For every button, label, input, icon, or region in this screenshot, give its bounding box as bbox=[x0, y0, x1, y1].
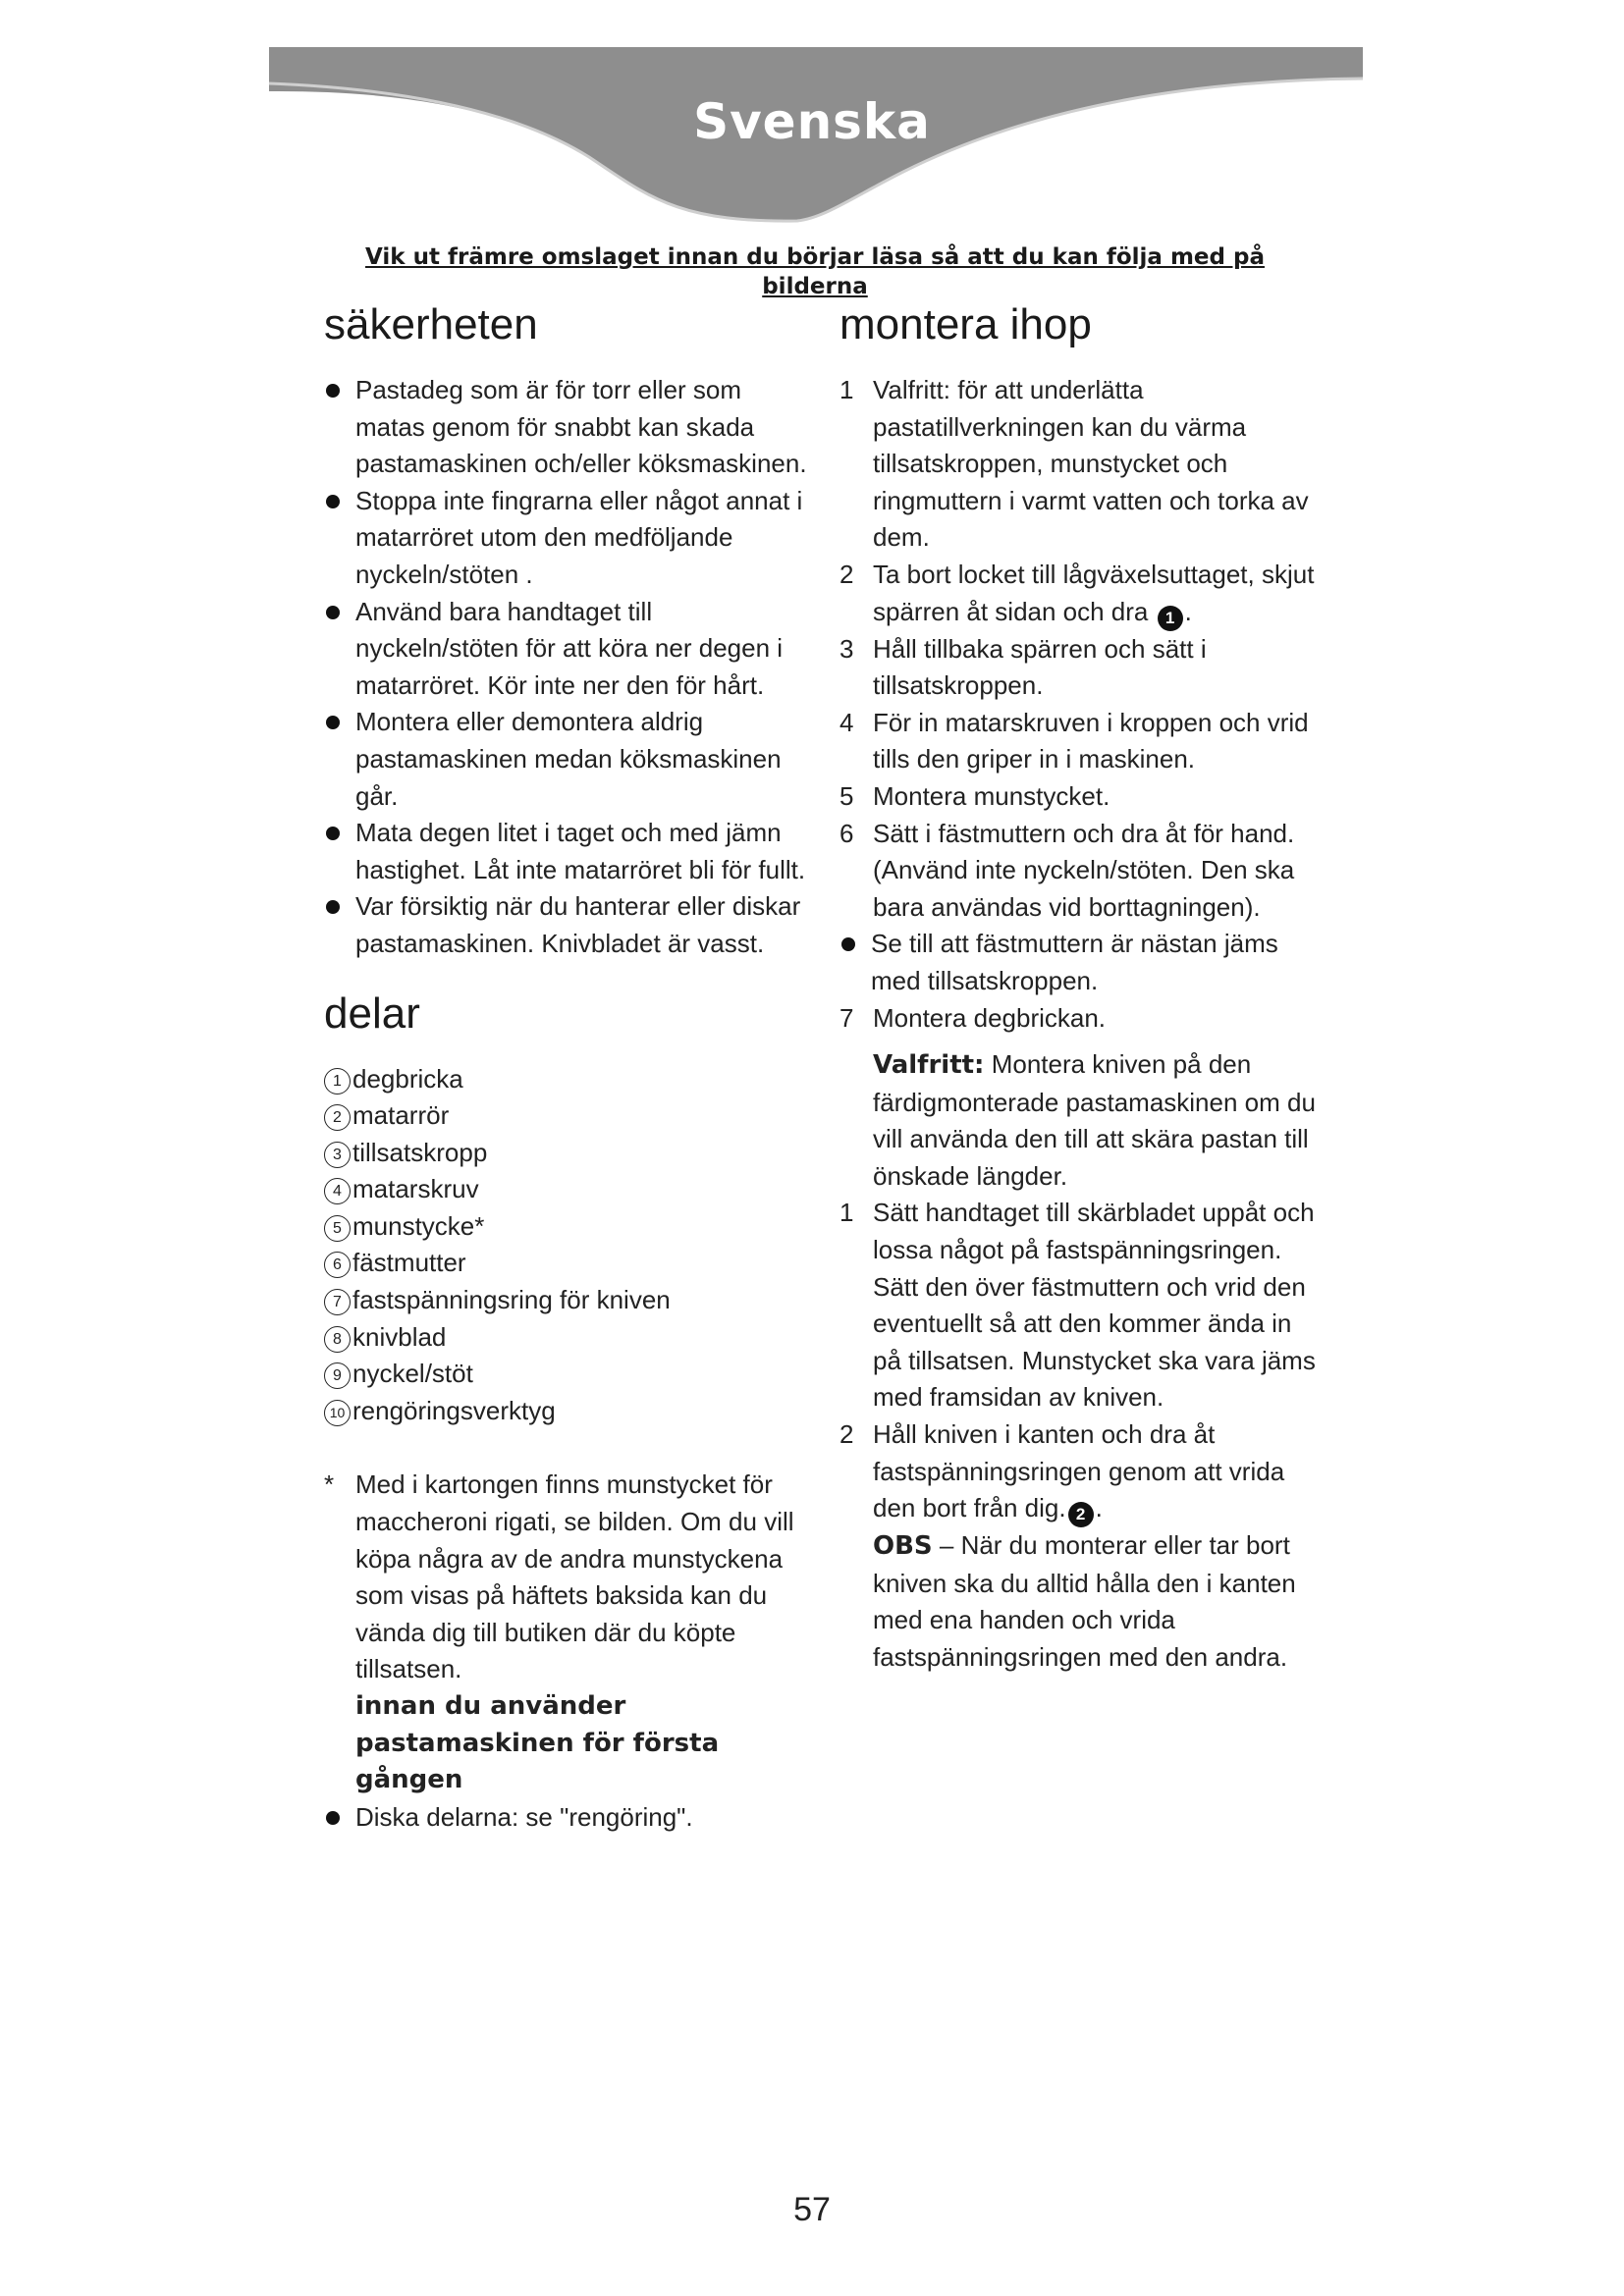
step-item bbox=[839, 372, 1321, 557]
footnote-mark: * bbox=[324, 1469, 335, 1500]
part-label: degbricka bbox=[352, 1063, 463, 1094]
left-column bbox=[324, 297, 815, 1836]
step-text-end: . bbox=[1095, 1493, 1103, 1523]
step-text: Håll kniven i kanten och dra åt fastspänningsringen genom att vrida den bort från dig. bbox=[873, 1419, 1285, 1523]
safety-list bbox=[324, 372, 815, 963]
part-label: rengöringsverktyg bbox=[352, 1395, 556, 1425]
part-label: munstycke* bbox=[352, 1210, 485, 1241]
parts-heading: delar bbox=[324, 988, 420, 1038]
step-number: 6 bbox=[839, 818, 854, 848]
number-circle: 8 bbox=[324, 1326, 351, 1353]
step-item bbox=[839, 1000, 1321, 1038]
safety-heading: säkerheten bbox=[324, 300, 538, 348]
step-number: 4 bbox=[839, 707, 854, 737]
list-item: Mata degen litet i taget och med jämn hastighet. Låt inte matarröret bli för fullt. bbox=[324, 815, 815, 888]
number-circle: 2 bbox=[324, 1104, 351, 1131]
step-text: Sätt handtaget till skärbladet uppåt och lossa något på fastspänningsringen. Sätt den över fästmuttern och vrid den eventuellt så att den kommer ända in på tillsatsen. Munstycket ska vara jäms med framsidan av kniven. bbox=[873, 1198, 1316, 1413]
assembly-steps bbox=[839, 372, 1321, 926]
step-text: Ta bort locket till lågväxelsuttaget, skjut spärren åt sidan och dra bbox=[873, 559, 1315, 626]
figure-badge: 1 bbox=[1158, 606, 1183, 631]
first-use-heading: innan du använder pastamaskinen för första gången bbox=[355, 1691, 720, 1795]
step-item bbox=[839, 1416, 1321, 1527]
part-label: matarrör bbox=[352, 1100, 450, 1131]
step-number: 1 bbox=[839, 1198, 854, 1228]
list-item bbox=[324, 1393, 815, 1430]
number-circle: 4 bbox=[324, 1178, 351, 1204]
optional-text: Montera kniven på den färdigmonterade pastamaskinen om du vill använda den till att skära pastan till önskade längder. bbox=[873, 1049, 1316, 1191]
fold-out-notice: Vik ut främre omslaget innan du börjar läsa så att du kan följa med på bilderna bbox=[365, 244, 1265, 299]
step-number: 1 bbox=[839, 375, 854, 404]
step-item bbox=[839, 557, 1321, 631]
list-item bbox=[324, 1208, 815, 1246]
number-circle: 5 bbox=[324, 1215, 351, 1242]
list-item: Montera eller demontera aldrig pastamaskinen medan köksmaskinen går. bbox=[324, 704, 815, 815]
obs-label: OBS bbox=[873, 1531, 933, 1562]
list-item bbox=[324, 1097, 815, 1135]
list-item: Använd bara handtaget till nyckeln/stöten för att köra ner degen i matarröret. Kör inte ner den för hårt. bbox=[324, 594, 815, 705]
language-title: Svenska bbox=[693, 93, 931, 150]
step-number: 2 bbox=[839, 559, 854, 589]
number-circle: 3 bbox=[324, 1142, 351, 1168]
list-item bbox=[324, 1171, 815, 1208]
number-circle: 9 bbox=[324, 1362, 351, 1389]
number-circle: 10 bbox=[324, 1400, 351, 1426]
part-label: nyckel/stöt bbox=[352, 1359, 473, 1389]
list-item: Stoppa inte fingrarna eller något annat i matarröret utom den medföljande nyckeln/stöten . bbox=[324, 483, 815, 594]
parts-list bbox=[324, 1061, 815, 1430]
part-label: matarskruv bbox=[352, 1174, 479, 1204]
part-label: fästmutter bbox=[352, 1248, 466, 1278]
step-number: 2 bbox=[839, 1419, 854, 1450]
number-circle: 7 bbox=[324, 1289, 351, 1315]
number-circle: 1 bbox=[324, 1068, 351, 1095]
page-number: 57 bbox=[793, 2191, 831, 2228]
part-label: fastspänningsring för kniven bbox=[352, 1285, 671, 1315]
optional-label: Valfritt: bbox=[873, 1050, 985, 1081]
list-item bbox=[324, 1282, 815, 1319]
right-column bbox=[839, 297, 1321, 1677]
step-item bbox=[839, 1195, 1321, 1416]
obs-text: – När du monterar eller tar bort kniven ska du alltid hålla den i kanten med ena handen och vrida fastspänningsringen med den andra. bbox=[873, 1530, 1296, 1672]
list-item: Var försiktig när du hanterar eller diskar pastamaskinen. Knivbladet är vasst. bbox=[324, 888, 815, 962]
list-item: Diska delarna: se "rengöring". bbox=[324, 1799, 815, 1837]
assembly-bullet-list bbox=[839, 926, 1321, 999]
step-text-end: . bbox=[1184, 596, 1192, 626]
header-banner bbox=[0, 0, 1624, 236]
first-use-list bbox=[324, 1799, 815, 1837]
step-number: 3 bbox=[839, 633, 854, 664]
step-number: 7 bbox=[839, 1002, 854, 1033]
step-text: Montera munstycket. bbox=[873, 780, 1110, 811]
step-text: Montera degbrickan. bbox=[873, 1002, 1107, 1033]
part-label: tillsatskropp bbox=[352, 1137, 488, 1167]
footnote bbox=[324, 1467, 815, 1688]
step-number: 5 bbox=[839, 780, 854, 811]
step-text: För in matarskruven i kroppen och vrid tills den griper in i maskinen. bbox=[873, 707, 1309, 774]
knife-steps bbox=[839, 1195, 1321, 1527]
optional-knife-intro bbox=[839, 1046, 1321, 1195]
list-item bbox=[324, 1061, 815, 1098]
obs-note bbox=[839, 1527, 1321, 1676]
part-label: knivblad bbox=[352, 1321, 447, 1352]
list-item bbox=[324, 1356, 815, 1393]
list-item: Se till att fästmuttern är nästan jäms med tillsatskroppen. bbox=[839, 926, 1321, 999]
figure-badge: 2 bbox=[1068, 1502, 1094, 1527]
step-item bbox=[839, 778, 1321, 816]
list-item bbox=[324, 1319, 815, 1357]
step-text: Sätt i fästmuttern och dra åt för hand. (Använd inte nyckeln/stöten. Den ska bara användas vid borttagningen). bbox=[873, 818, 1295, 922]
step-item bbox=[839, 705, 1321, 778]
list-item bbox=[324, 1245, 815, 1282]
step-item bbox=[839, 816, 1321, 927]
list-item: Pastadeg som är för torr eller som matas genom för snabbt kan skada pastamaskinen och/eller köksmaskinen. bbox=[324, 372, 815, 483]
step-text: Valfritt: för att underlätta pastatillverkningen kan du värma tillsatskroppen, munstycket och ringmuttern i varmt vatten och torka av dem. bbox=[873, 375, 1309, 553]
step-item bbox=[839, 631, 1321, 705]
footnote-text: Med i kartongen finns munstycket för maccheroni rigati, se bilden. Om du vill köpa några av de andra munstyckena som visas på häftets baksida kan du vända dig till butiken där du köpte tillsatsen. bbox=[355, 1469, 794, 1684]
assembly-heading: montera ihop bbox=[839, 300, 1092, 348]
step-text: Håll tillbaka spärren och sätt i tillsatskroppen. bbox=[873, 633, 1207, 701]
number-circle: 6 bbox=[324, 1252, 351, 1278]
assembly-final-step bbox=[839, 1000, 1321, 1038]
list-item bbox=[324, 1135, 815, 1172]
